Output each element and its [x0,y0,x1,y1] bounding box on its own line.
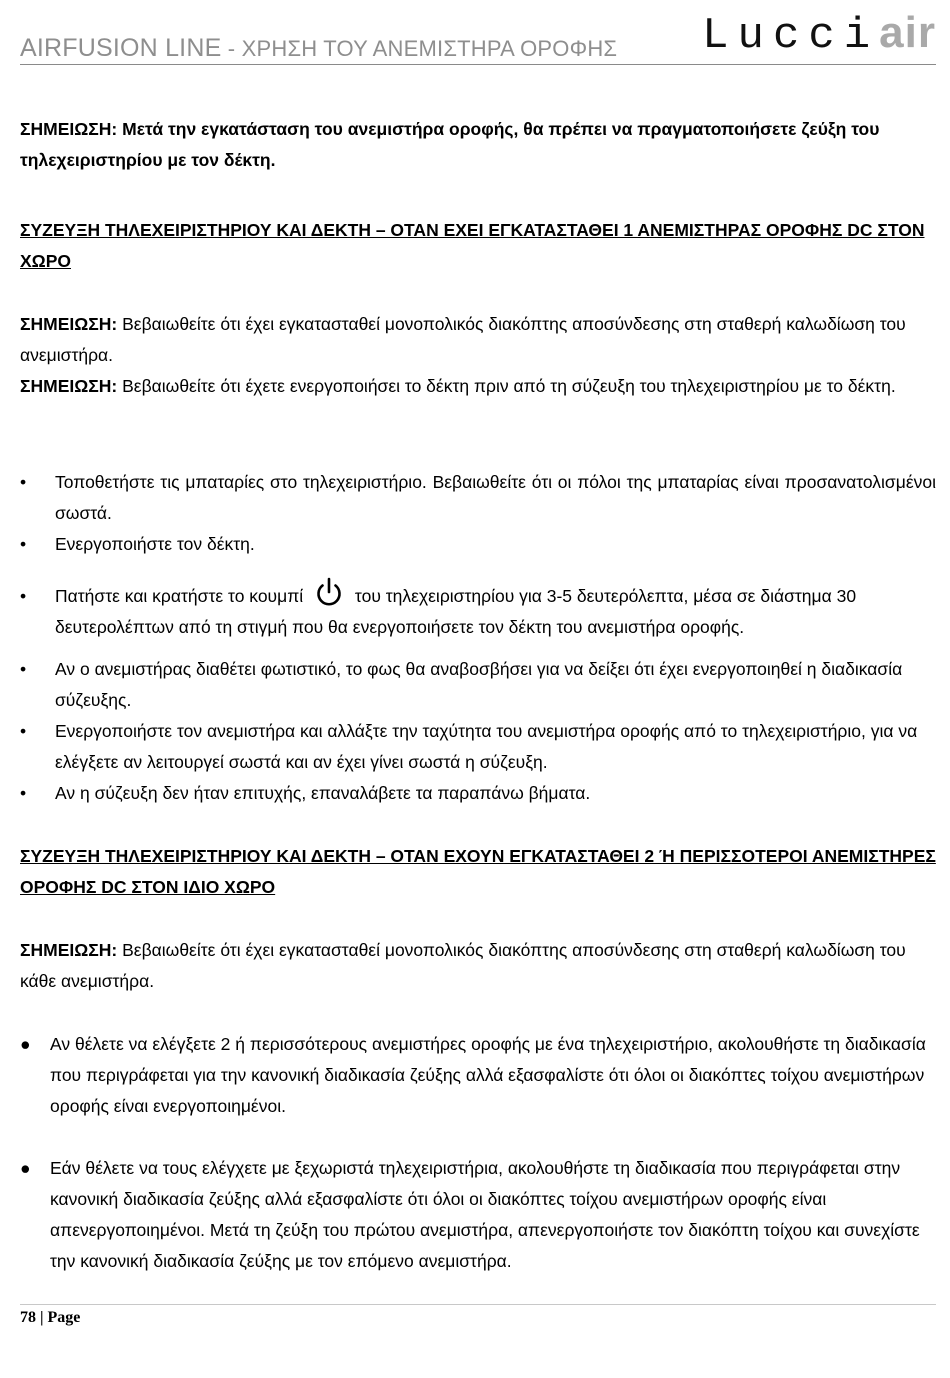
list-item-text: Αν θέλετε να ελέγξετε 2 ή περισσότερους ανεμιστήρες οροφής με ένα τηλεχειριστήριο, ακολουθήστε τη διαδικασία που περιγράφεται για την κανονική διαδικασία ζεύξης αλλά εξασφαλίστε ότι όλοι οι διακόπτες τοίχου ανεμιστήρων οροφής είναι ενεργοποιημένοι. [50,1034,926,1116]
section2-note [20,935,936,997]
header-title [20,34,617,63]
list-item [20,778,936,809]
list-item [20,716,936,778]
lucci-air-logo [702,8,936,60]
list-item [20,1153,936,1277]
list-item-text: Αν η σύζευξη δεν ήταν επιτυχής, επαναλάβετε τα παραπάνω βήματα. [55,783,591,803]
bullet-dot: ● [20,1034,31,1054]
list-item-text: Αν ο ανεμιστήρας διαθέτει φωτιστικό, το φως θα αναβοσβήσει για να δείξει ότι έχει ενεργοποιηθεί η διαδικασία σύζευξης. [55,659,903,710]
logo-air: air [879,8,936,57]
note-label: ΣΗΜΕΙΩΣΗ: [20,940,118,960]
note-text: Βεβαιωθείτε ότι έχει εγκατασταθεί μονοπολικός διακόπτης αποσύνδεσης στη σταθερή καλωδίωση του ανεμιστήρα. [20,314,906,365]
bullet-dot: • [20,721,27,741]
bullet-dot: ● [20,1158,31,1178]
section1-heading: ΣΥΖΕΥΞΗ ΤΗΛΕΧΕΙΡΙΣΤΗΡΙΟΥ ΚΑΙ ΔΕΚΤΗ – ΟΤΑΝ ΕΧΕΙ ΕΓΚΑΤΑΣΤΑΘΕΙ 1 ΑΝΕΜΙΣΤΗΡΑΣ ΟΡΟΦΗΣ DC ΣΤΟΝ ΧΩΡΟ [20,220,925,271]
note-text: Βεβαιωθείτε ότι έχετε ενεργοποιήσει το δέκτη πριν από τη σύζευξη του τηλεχειριστηρίου με το δέκτη. [117,376,896,396]
page-footer [20,1304,936,1327]
bullet-dot: • [20,472,27,492]
intro-note: ΣΗΜΕΙΩΣΗ: Μετά την εγκατάσταση του ανεμιστήρα οροφής, θα πρέπει να πραγματοποιήσετε ζεύξη του τηλεχειριστηρίου με τον δέκτη. [20,119,880,170]
page-number: 78 [20,1309,36,1326]
section1-bullet-list [20,467,936,560]
bullet-dot: • [20,783,27,803]
list-item-text: Τοποθετήστε τις μπαταρίες στο τηλεχειριστήριο. Βεβαιωθείτε ότι οι πόλοι της μπαταρίας είναι προσανατολισμένοι σωστά. [55,472,936,523]
bullet-dot: • [20,586,27,606]
note-label: ΣΗΜΕΙΩΣΗ: [20,314,118,334]
section1-note2 [20,371,936,402]
list-item-text: δευτερολέπτων από τη στιγμή που θα ενεργοποιήσετε τον δέκτη του ανεμιστήρα οροφής. [55,617,745,637]
list-item [20,654,936,716]
list-item-text: Ενεργοποιήστε τον δέκτη. [55,534,255,554]
note-label: ΣΗΜΕΙΩΣΗ: [20,376,118,396]
list-item-text: Εάν θέλετε να τους ελέγχετε με ξεχωριστά τηλεχειριστήρια, ακολουθήστε τη διαδικασία που περιγράφεται στην κανονική διαδικασία ζεύξης αλλά εξασφαλίστε ότι όλοι οι διακόπτες τοίχου ανεμιστήρων οροφής είναι απενεργοποιημένοι. Μετά τη ζεύξη του πρώτου ανεμιστήρα, απενεργοποιήστε τον διακόπτη τοίχου και συνεχίστε την κανονική διαδικασία ζεύξης με τον επόμενο ανεμιστήρα. [50,1158,920,1271]
bullet-dot: • [20,534,27,554]
note-text: Βεβαιωθείτε ότι έχει εγκατασταθεί μονοπολικός διακόπτης αποσύνδεσης στη σταθερή καλωδίωση του κάθε ανεμιστήρα. [20,940,906,991]
list-item [20,467,936,529]
power-icon [314,574,344,614]
section2-bullet-1 [20,1029,936,1122]
logo-lucci: Lucci [702,11,880,61]
list-item-text: Ενεργοποιήστε τον ανεμιστήρα και αλλάξτε την ταχύτητα του ανεμιστήρα οροφής από το τηλεχειριστήριο, για να ελέγξετε αν λειτουργεί σωστά και αν έχει γίνει σωστά η σύζευξη. [55,721,918,772]
section1-bullet-list-2 [20,654,936,809]
list-item [20,529,936,560]
list-item [20,1029,936,1122]
page-label: | Page [40,1309,81,1326]
section1-press-item [20,572,936,643]
list-item-continuation [20,612,936,643]
section2-heading: ΣΥΖΕΥΞΗ ΤΗΛΕΧΕΙΡΙΣΤΗΡΙΟΥ ΚΑΙ ΔΕΚΤΗ – ΟΤΑΝ ΕΧΟΥΝ ΕΓΚΑΤΑΣΤΑΘΕΙ 2 Ή ΠΕΡΙΣΣΟΤΕΡΟΙ ΑΝΕΜΙΣΤΗΡΕΣ ΟΡΟΦΗΣ DC ΣΤΟΝ ΙΔΙΟ ΧΩΡΟ [20,846,936,897]
press-text-before: Πατήστε και κρατήστε το κουμπί [55,586,304,606]
press-text-after: του τηλεχειριστηρίου για 3-5 δευτερόλεπτα, μέσα σε διάστημα 30 [354,586,857,606]
section1-note1 [20,309,936,371]
page-header [20,8,936,65]
header-title-main: AIRFUSION LINE [20,34,222,62]
section2-bullet-2 [20,1153,936,1277]
header-title-sub: - ΧΡΗΣΗ ΤΟΥ ΑΝΕΜΙΣΤΗΡΑ ΟΡΟΦΗΣ [221,36,618,61]
bullet-dot: • [20,659,27,679]
